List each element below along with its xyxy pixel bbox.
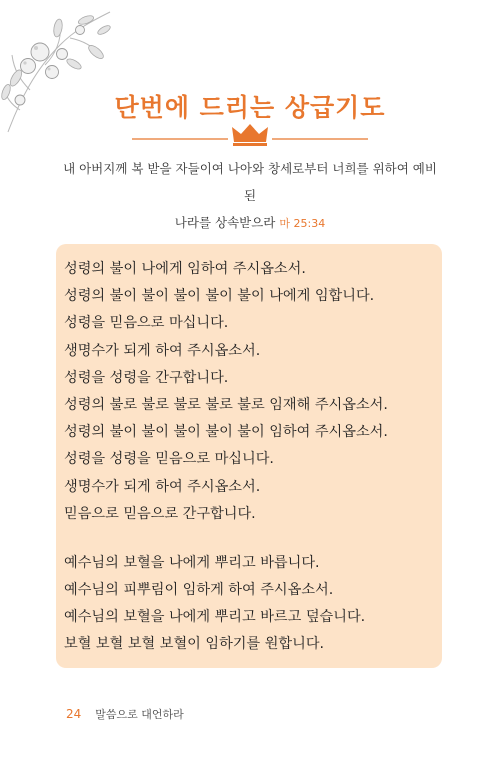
prayer-line: 보혈 보혈 보혈 보혈이 임하기를 원합니다. (64, 636, 325, 653)
prayer-line: 예수님의 피뿌림이 임하게 하여 주시옵소서. (64, 582, 334, 599)
prayer-line: 성령의 불이 나에게 임하여 주시옵소서. (64, 261, 306, 277)
paragraph-gap (64, 528, 442, 550)
prayer-line: 생명수가 되게 하여 주시옵소서. (64, 478, 261, 495)
prayer-line: 성령의 불로 불로 불로 불로 불로 임재해 주시옵소서. (64, 396, 388, 413)
bible-verse (60, 155, 440, 237)
prayer-line: 성령을 믿음으로 마십니다. (64, 315, 229, 332)
prayer-line: 성령의 불이 불이 불이 불이 불이 나에게 임합니다. (64, 288, 375, 305)
verse-reference: 마 25:34 (279, 217, 326, 230)
prayer-line: 성령을 성령을 간구합니다. (64, 369, 229, 386)
page-number: 24 (66, 707, 82, 721)
book-title: 말씀으로 대언하라 (95, 708, 184, 721)
prayer-line: 생명수가 되게 하여 주시옵소서. (64, 342, 261, 359)
prayer-line: 성령을 성령을 믿음으로 마십니다. (64, 451, 274, 468)
crown-divider (132, 122, 368, 148)
verse-line-2 (60, 209, 440, 237)
page-title: 단번에 드리는 상급기도 (114, 93, 386, 122)
verse-line-1: 내 아버지께 복 받을 자들이여 나아와 창세로부터 너희를 위하여 예비된 (63, 161, 437, 203)
prayer-line: 성령의 불이 불이 불이 불이 불이 임하여 주시옵소서. (64, 424, 388, 441)
prayer-box (56, 244, 442, 668)
prayer-line: 예수님의 보혈을 나에게 뿌리고 바르고 덮습니다. (64, 609, 366, 626)
prayer-line: 믿음으로 믿음으로 간구합니다. (64, 505, 256, 522)
page-footer (66, 706, 184, 722)
crown-icon (232, 124, 268, 146)
prayer-line: 예수님의 보혈을 나에게 뿌리고 바릅니다. (64, 554, 320, 571)
verse-text: 나라를 상속받으라 (174, 215, 276, 230)
